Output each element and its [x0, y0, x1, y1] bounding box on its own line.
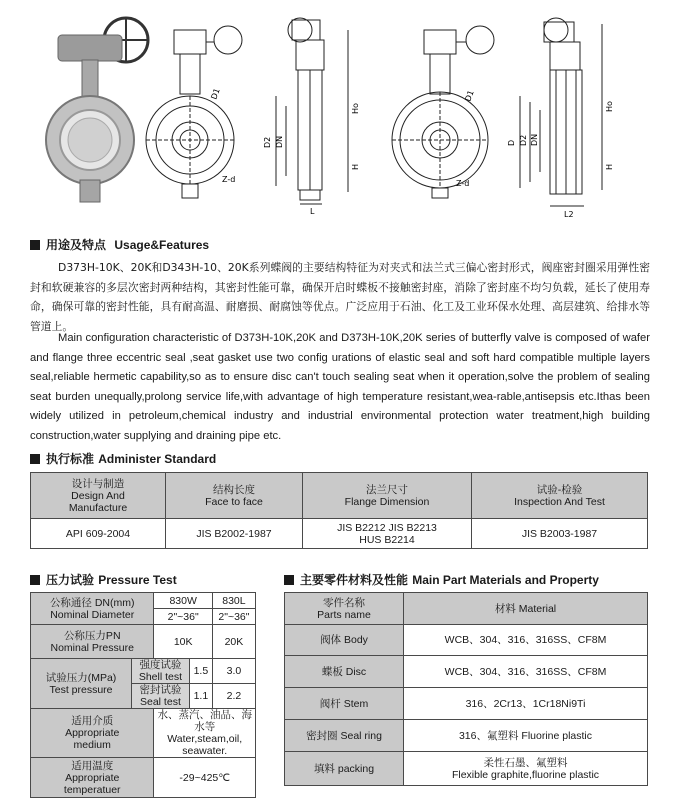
label-h-b: H: [605, 163, 614, 170]
materials-value-disc: WCB、304、316、316SS、CF8M: [404, 656, 648, 688]
materials-part-disc: 蝶板 Disc: [285, 656, 404, 688]
standards-table: [30, 472, 648, 549]
usage-paragraph-en: Main configuration characteristic of D373H-10K,20K and D373H-10K,20K series of butterfly valve is composed of wafer and flange three eccentric seal ,seat gasket use two config urations of elastic seal and soft hard compatible multiple layers seal,reliable hermetic capability,so as to ensure disc can't touch sealing seat when it operation,solve the problem of sealing seat burden unequally,prolong service life,with advantage of high temperature resistant,wea-rable,antisepsis etc.Ithas been widely utilized in petroleum,chemical industry and industrial environmental protection water treatment,high building construction,water supplying and draining pipe etc.: [30, 332, 650, 442]
label-h-a: H: [351, 163, 360, 170]
pressure-seal-830l: 2.2: [212, 684, 255, 709]
pressure-dn-830w: 2"~36": [154, 609, 212, 625]
valve-photo: [46, 18, 148, 202]
pressure-medium-label: 适用介质 Appropriate medium: [31, 709, 154, 758]
label-d2-a: D2: [263, 136, 272, 148]
materials-value-packing: 柔性石墨、氟塑料 Flexible graphite,fluorine plastic: [404, 752, 648, 786]
materials-value-stem: 316、2Cr13、1Cr18Ni9Ti: [404, 688, 648, 720]
usage-paragraph-cn: D373H-10K、20K和D343H-10、20K系列蝶阀的主要结构特征为对夹式和法兰式三偏心密封形式，阀座密封圈采用弹性密封和软硬兼容的多层次密封两种结构，其密封性能可靠，确保开启时蝶板不接触密封座，消除了密封座不均匀负载，延长了使用寿命，确保可靠的密封性能，具有耐高温、耐磨损、耐腐蚀等优点。广泛应用于石油、化工及工业环保水处理、高层建筑、给排水等管道上。: [30, 261, 650, 333]
pressure-seal-830w: 1.1: [189, 684, 212, 709]
standards-cell-design: API 609-2004: [31, 519, 166, 549]
usage-heading-en: Usage&Features: [114, 238, 210, 252]
materials-value-seal-ring: 316、氟塑料 Fluorine plastic: [404, 720, 648, 752]
pressure-col-830l: 830L: [212, 593, 255, 609]
materials-value-body: WCB、304、316、316SS、CF8M: [404, 625, 648, 656]
pressure-temp-value: -29~425℃: [154, 758, 256, 798]
pressure-test-label: 试验压力(MPa) Test pressure: [31, 659, 132, 709]
pressure-dn-label: 公称通径 DN(mm) Nominal Diameter: [31, 593, 154, 625]
label-ho-a: Ho: [351, 103, 360, 114]
pressure-shell-830l: 3.0: [212, 659, 255, 684]
bullet-square-icon: [30, 454, 40, 464]
materials-part-seal-ring: 密封圈 Seal ring: [285, 720, 404, 752]
label-d1-b: D1: [463, 89, 476, 103]
materials-part-body: 阀体 Body: [285, 625, 404, 656]
standards-header-face: 结构长度 Face to face: [166, 473, 303, 519]
pressure-heading: [30, 571, 177, 588]
pressure-pn-830l: 20K: [212, 625, 255, 659]
pressure-shell-830w: 1.5: [189, 659, 212, 684]
pressure-dn-830l: 2"~36": [212, 609, 255, 625]
label-d-b: D: [507, 139, 516, 146]
pressure-col-830w: 830W: [154, 593, 212, 609]
label-zd-a: Z-d: [222, 175, 236, 184]
usage-heading-cn: 用途及特点: [46, 238, 107, 252]
label-l2-b: L2: [564, 210, 574, 219]
bullet-square-icon: [30, 240, 40, 250]
standards-heading: [30, 450, 216, 467]
standards-cell-inspection: JIS B2003-1987: [472, 519, 648, 549]
label-l-a: L: [310, 207, 315, 216]
standards-heading-en: Administer Standard: [98, 452, 217, 466]
materials-heading-cn: 主要零件材料及性能: [300, 573, 409, 587]
materials-col-material: 材料 Material: [404, 593, 648, 625]
usage-paragraph-en-block: [30, 329, 650, 446]
materials-heading: [284, 571, 599, 588]
materials-col-parts: 零件名称 Parts name: [285, 593, 404, 625]
pressure-pn-830w: 10K: [154, 625, 212, 659]
pressure-heading-cn: 压力试验: [46, 573, 95, 587]
materials-part-stem: 阀杆 Stem: [285, 688, 404, 720]
standards-cell-flange: JIS B2212 JIS B2213 HUS B2214: [303, 519, 472, 549]
materials-part-packing: 填料 packing: [285, 752, 404, 786]
front-view-drawing-2: [392, 26, 494, 198]
front-view-drawing-1: [146, 26, 242, 198]
pressure-pn-label: 公称压力PN Nominal Pressure: [31, 625, 154, 659]
standards-header-design: 设计与制造 Design And Manufacture: [31, 473, 166, 519]
standards-header-flange: 法兰尺寸 Flange Dimension: [303, 473, 472, 519]
pressure-heading-en: Pressure Test: [98, 573, 177, 587]
valve-drawings: [0, 0, 676, 228]
materials-table: [284, 592, 648, 786]
label-d2-b: D2: [519, 134, 528, 146]
standards-cell-face: JIS B2002-1987: [166, 519, 303, 549]
pressure-shell-label: 强度试验 Shell test: [132, 659, 190, 684]
standards-heading-cn: 执行标准: [46, 452, 95, 466]
label-dn-a: DN: [275, 135, 284, 148]
label-ho-b: Ho: [605, 101, 614, 112]
pressure-seal-label: 密封试验 Seal test: [132, 684, 190, 709]
side-view-drawing-2: [520, 18, 602, 206]
usage-heading: [30, 236, 209, 253]
standards-header-inspection: 试验-检验 Inspection And Test: [472, 473, 648, 519]
pressure-temp-label: 适用温度 Appropriate temperatuer: [31, 758, 154, 798]
side-view-drawing-1: [276, 18, 348, 204]
materials-heading-en: Main Part Materials and Property: [412, 573, 599, 587]
label-d1-a: D1: [209, 87, 222, 101]
usage-paragraph-cn-block: [30, 258, 650, 336]
bullet-square-icon: [30, 575, 40, 585]
pressure-table: [30, 592, 256, 798]
label-dn-b: DN: [530, 133, 539, 146]
pressure-medium-value: 水、蒸汽、油品、海水等 Water,steam,oil, seawater.: [154, 709, 256, 758]
label-zd-b: Z-d: [456, 179, 470, 188]
bullet-square-icon: [284, 575, 294, 585]
